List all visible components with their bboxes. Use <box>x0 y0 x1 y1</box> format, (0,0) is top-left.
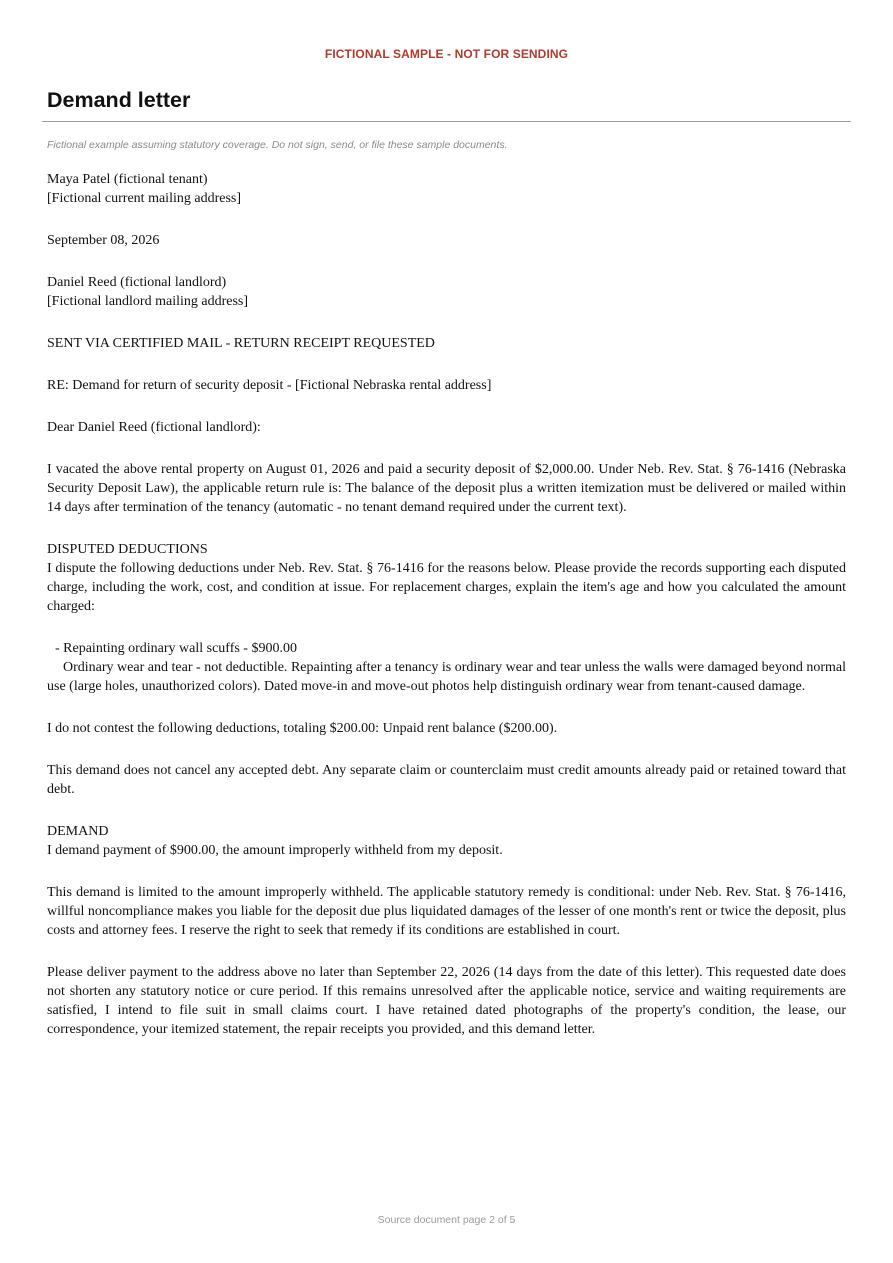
demand-heading: DEMAND <box>47 824 109 839</box>
debt-paragraph: This demand does not cancel any accepted debt. Any separate claim or counterclaim must credit amounts already paid or retained toward that debt. <box>47 763 846 797</box>
disputed-paragraph: I dispute the following deductions under Neb. Rev. Stat. § 76-1416 for the reasons below. Please provide the records supporting each disputed charge, including the work, cost, and condition at issue. For replacement charges, explain the item's age and how you calculated the amount charged: <box>47 561 846 614</box>
page-title: Demand letter <box>47 88 191 112</box>
letter-date: September 08, 2026 <box>47 233 160 248</box>
salutation: Dear Daniel Reed (fictional landlord): <box>47 420 261 435</box>
deduction-item-reason: Ordinary wear and tear - not deductible. Repainting after a tenancy is ordinary wear and tear unless the walls were damaged beyond normal use (large holes, unauthorized colors). Dated move-in and move-out photos help distinguish ordinary wear from tenant-caused damage. <box>47 660 846 694</box>
recipient-name: Daniel Reed (fictional landlord) <box>47 275 227 290</box>
recipient-address: [Fictional landlord mailing address] <box>47 294 249 309</box>
title-divider <box>42 121 851 122</box>
sender-name: Maya Patel (fictional tenant) <box>47 172 208 187</box>
page-footer: Source document page 2 of 5 <box>377 1214 516 1226</box>
deduction-item-label: - Repainting ordinary wall scuffs - $900.00 <box>55 641 297 656</box>
uncontested-paragraph: I do not contest the following deductions, totaling $200.00: Unpaid rent balance ($200.00). <box>47 721 558 736</box>
delivery-method: SENT VIA CERTIFIED MAIL - RETURN RECEIPT REQUESTED <box>47 336 435 351</box>
re-line: RE: Demand for return of security deposit - [Fictional Nebraska rental address] <box>47 378 492 393</box>
letter-body <box>47 170 846 1039</box>
sender-address: [Fictional current mailing address] <box>47 191 241 206</box>
demand-paragraph: I demand payment of $900.00, the amount improperly withheld from my deposit. <box>47 843 503 858</box>
intro-paragraph: I vacated the above rental property on August 01, 2026 and paid a security deposit of $2,000.00. Under Neb. Rev. Stat. § 76-1416 (Nebraska Security Deposit Law), the applicable return rule is: The balance of the deposit plus a written itemization must be delivered or mailed within 14 days after termination of the tenancy (automatic - no tenant demand required under the current text). <box>47 462 846 515</box>
closing-paragraph: Please deliver payment to the address above no later than September 22, 2026 (14 days from the date of this letter). This requested date does not shorten any statutory notice or cure period. If this remains unresolved after the applicable notice, service and waiting requirements are satisfied, I intend to file suit in small claims court. I have retained dated photographs of the property's condition, the lease, our correspondence, your itemized statement, the repair receipts you provided, and this demand letter. <box>47 965 846 1037</box>
remedy-paragraph: This demand is limited to the amount improperly withheld. The applicable statutory remedy is conditional: under Neb. Rev. Stat. § 76-1416, willful noncompliance makes you liable for the deposit due plus liquidated damages of the lesser of one month's rent or twice the deposit, plus costs and attorney fees. I reserve the right to seek that remedy if its conditions are established in court. <box>47 885 846 938</box>
disputed-heading: DISPUTED DEDUCTIONS <box>47 542 208 557</box>
disclaimer-note: Fictional example assuming statutory coverage. Do not sign, send, or file these sample documents. <box>47 139 508 151</box>
sample-banner: FICTIONAL SAMPLE - NOT FOR SENDING <box>324 47 569 61</box>
